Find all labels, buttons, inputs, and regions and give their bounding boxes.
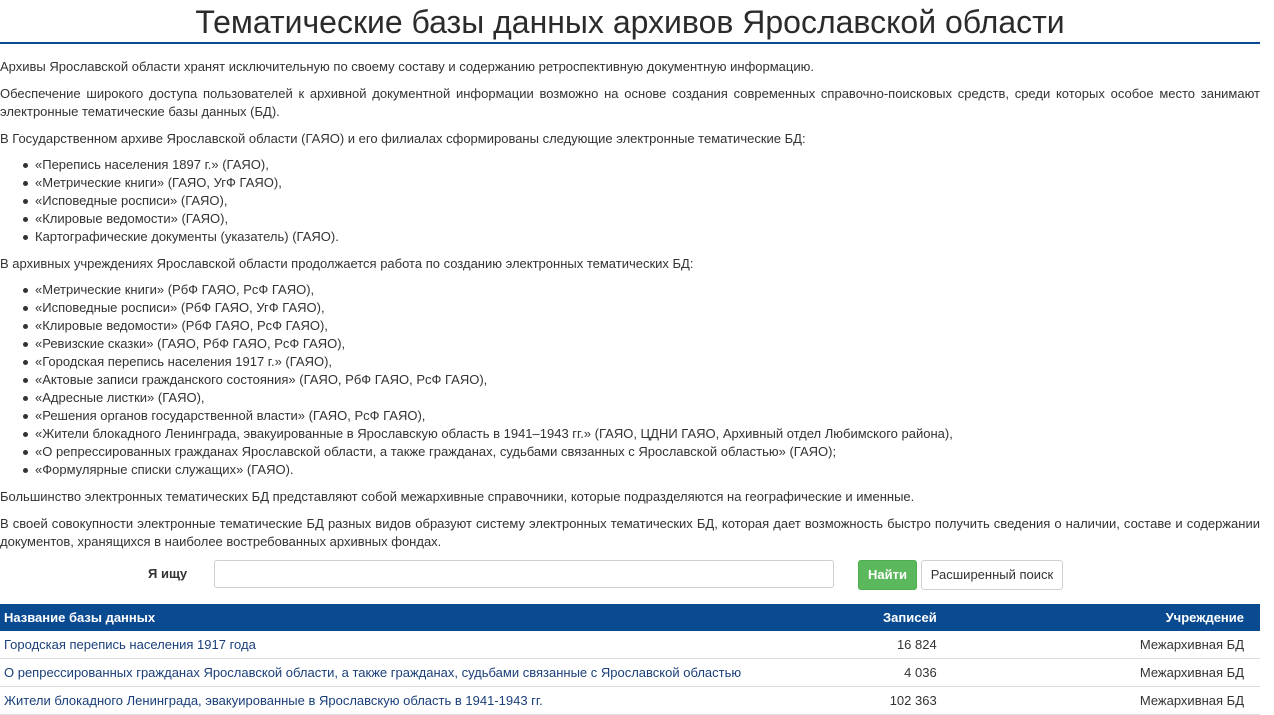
institution: Межархивная БД [1121, 659, 1260, 687]
find-button[interactable]: Найти [858, 560, 917, 590]
intro-paragraph-2: Обеспечение широкого доступа пользователей к архивной документной информации возможно на основе создания современных справочно-поисковых средств, среди которых особое место занимают электронные тематические базы данных (БД). [0, 86, 1260, 119]
list-item: «Решения органов государственной власти» (ГАЯО, РсФ ГАЯО), [35, 407, 1260, 425]
mid-paragraph: В архивных учреждениях Ярославской области продолжается работа по созданию электронных тематических БД: [0, 256, 694, 271]
list-item: «Ревизские сказки» (ГАЯО, РбФ ГАЯО, РсФ ГАЯО), [35, 335, 1260, 353]
list-item: «Метрические книги» (ГАЯО, УгФ ГАЯО), [35, 174, 1260, 192]
gayao-databases-list [0, 156, 1260, 246]
closing-paragraph-2: В своей совокупности электронные тематические БД разных видов образуют систему электронных тематических БД, которая дает возможность быстро получить сведения о наличии, составе и содержании документов, хранящихся в наиболее востребованных архивных фондах. [0, 516, 1260, 549]
list-item: «Исповедные росписи» (ГАЯО), [35, 192, 1260, 210]
table-row [0, 687, 1260, 715]
databases-table [0, 604, 1260, 715]
advanced-search-button[interactable]: Расширенный поиск [921, 560, 1063, 590]
records-count: 16 824 [850, 631, 1121, 659]
intro-paragraph-1: Архивы Ярославской области хранят исключительную по своему составу и содержанию ретроспективную документную информацию. [0, 59, 814, 74]
search-input[interactable] [214, 560, 834, 588]
closing-paragraph-1: Большинство электронных тематических БД представляют собой межархивные справочники, которые подразделяются на географические и именные. [0, 489, 915, 504]
institution: Межархивная БД [1121, 631, 1260, 659]
list-item: «Клировые ведомости» (ГАЯО), [35, 210, 1260, 228]
list-item: Картографические документы (указатель) (ГАЯО). [35, 228, 1260, 246]
institution: Межархивная БД [1121, 687, 1260, 715]
list-item: «Адресные листки» (ГАЯО), [35, 389, 1260, 407]
column-header-institution[interactable]: Учреждение [1165, 610, 1244, 625]
search-label: Я ищу [148, 566, 188, 581]
search-bar [0, 560, 1260, 592]
list-item: «Клировые ведомости» (РбФ ГАЯО, РсФ ГАЯО), [35, 317, 1260, 335]
list-item: «Формулярные списки служащих» (ГАЯО). [35, 461, 1260, 479]
list-item: «Городская перепись населения 1917 г.» (ГАЯО), [35, 353, 1260, 371]
list-item: «Жители блокадного Ленинграда, эвакуированные в Ярославскую область в 1941–1943 гг.» (ГАЯО, ЦДНИ ГАЯО, Архивный отдел Любимского района), [35, 425, 1260, 443]
table-row [0, 631, 1260, 659]
database-link[interactable]: Городская перепись населения 1917 года [4, 637, 256, 652]
records-count: 4 036 [850, 659, 1121, 687]
table-header-row [0, 604, 1260, 631]
list-item: «Актовые записи гражданского состояния» (ГАЯО, РбФ ГАЯО, РсФ ГАЯО), [35, 371, 1260, 389]
list-item: «О репрессированных гражданах Ярославской области, а также гражданах, судьбами связанных с Ярославской областью» (ГАЯО); [35, 443, 1260, 461]
list-item: «Исповедные росписи» (РбФ ГАЯО, УгФ ГАЯО), [35, 299, 1260, 317]
list-item: «Перепись населения 1897 г.» (ГАЯО), [35, 156, 1260, 174]
column-header-records[interactable]: Записей [883, 610, 937, 625]
table-row [0, 659, 1260, 687]
in-progress-databases-list [0, 281, 1260, 479]
page-title: Тематические базы данных архивов Ярославской области [0, 0, 1260, 44]
records-count: 102 363 [850, 687, 1121, 715]
list-item: «Метрические книги» (РбФ ГАЯО, РсФ ГАЯО), [35, 281, 1260, 299]
intro-paragraph-3: В Государственном архиве Ярославской области (ГАЯО) и его филиалах сформированы следующие электронные тематические БД: [0, 131, 806, 146]
database-link[interactable]: О репрессированных гражданах Ярославской области, а также гражданах, судьбами связанные с Ярославской областью [4, 665, 742, 680]
column-header-name[interactable]: Название базы данных [4, 610, 156, 625]
database-link[interactable]: Жители блокадного Ленинграда, эвакуированные в Ярославскую область в 1941-1943 гг. [4, 693, 543, 708]
